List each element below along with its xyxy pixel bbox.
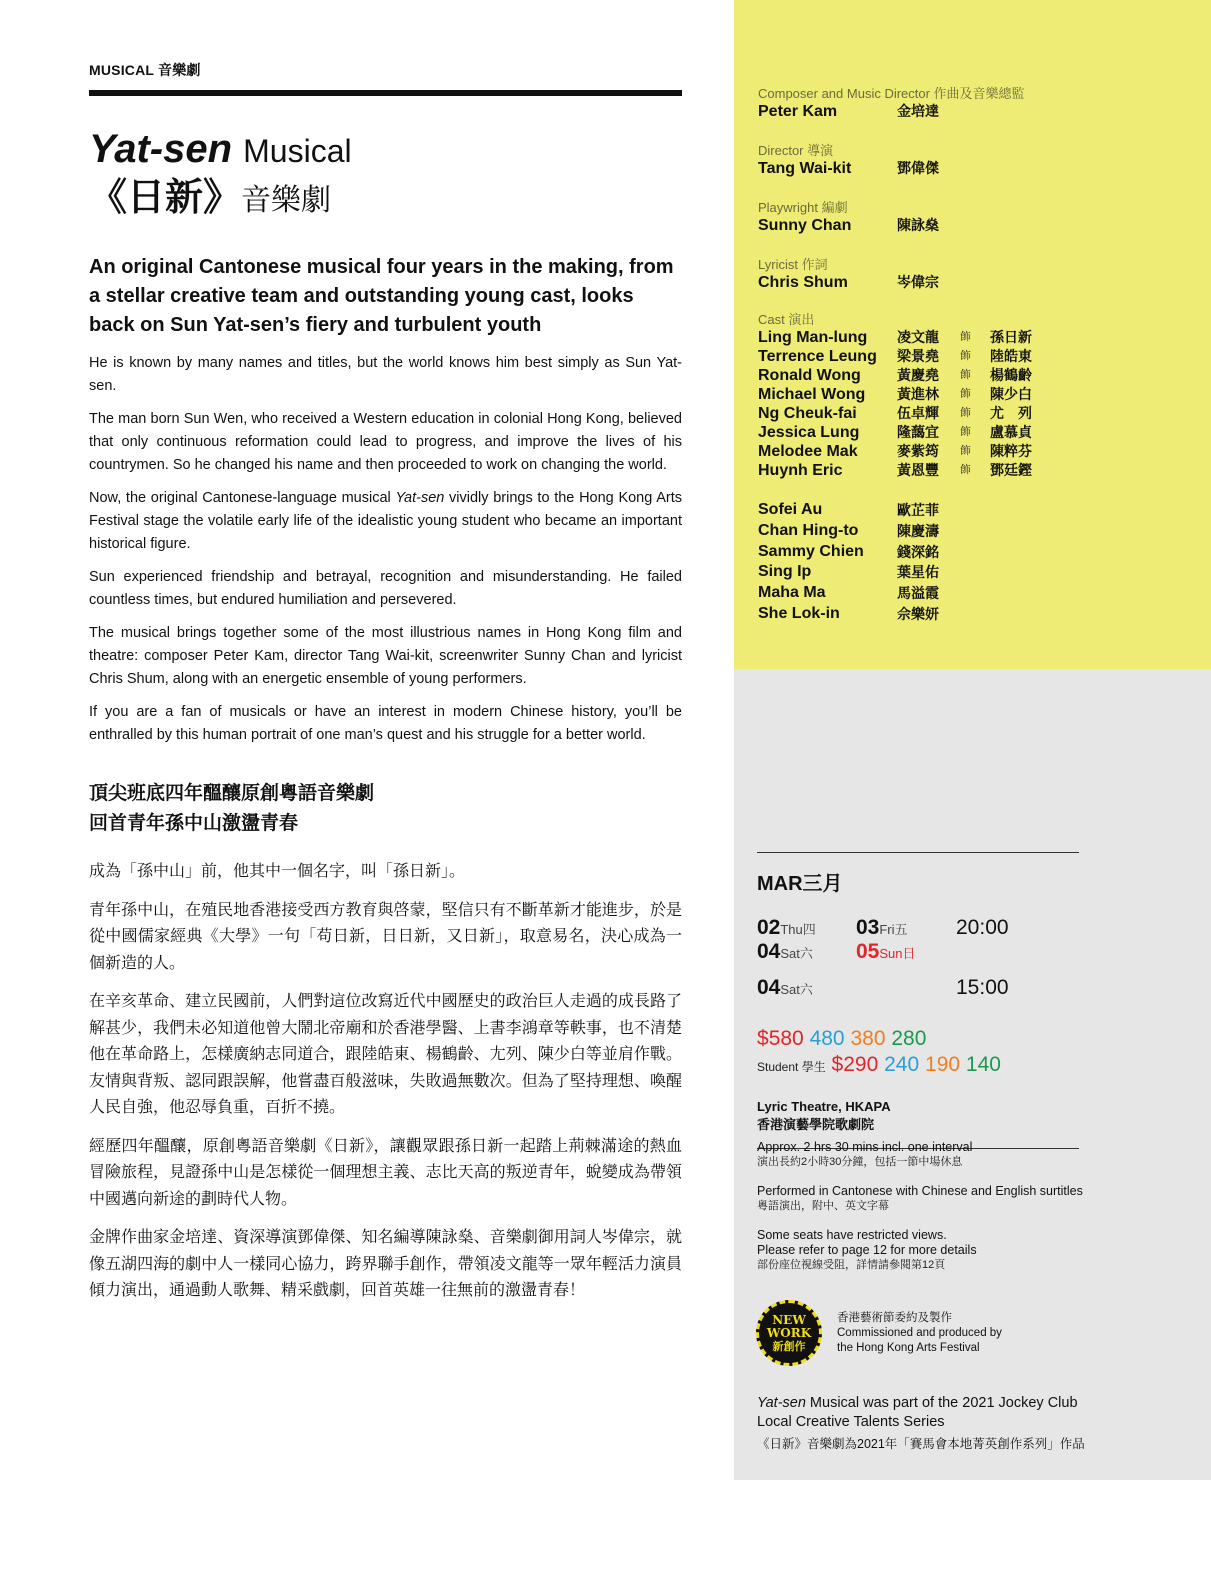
character-name: 鄧廷鏗 — [990, 462, 1032, 478]
ensemble-row — [758, 542, 939, 563]
cast-name-zh: 隆藹宜 — [897, 424, 939, 440]
cast-name-zh: 凌文龍 — [897, 329, 939, 345]
title-en-italic: Yat-sen — [89, 127, 233, 171]
paragraph-en-3-title: Yat-sen — [395, 490, 445, 506]
note-seats-en-1: Some seats have restricted views. — [757, 1228, 947, 1242]
ensemble-row — [758, 604, 939, 625]
lead-zh-line-2: 回首青年孫中山激盪青春 — [89, 813, 299, 834]
character-name: 陳粹芬 — [990, 443, 1032, 459]
article — [89, 60, 682, 1305]
cast-name-en: Huynh Eric — [758, 462, 843, 479]
date-number: 05 — [856, 940, 880, 963]
section-tag: MUSICAL 音樂劇 — [89, 62, 201, 78]
new-work-badge — [756, 1300, 1002, 1366]
ensemble-name-en: Sofei Au — [758, 501, 823, 518]
credit-composer — [758, 86, 1025, 121]
paragraph-en-5: The musical brings together some of the most illustrious names in Hong Kong film and theatre: composer Peter Kam, director Tang Wai-kit, screenwriter Sunny Chan and lyricist Chris Shum, along with an energetic ensemble of young performers. — [89, 625, 682, 687]
credit-lyricist — [758, 257, 939, 292]
note-language — [757, 1184, 1087, 1214]
date-weekday: Thu四 — [780, 922, 816, 937]
badge-line-1: NEW — [772, 1312, 806, 1327]
date-item — [757, 916, 816, 940]
badge-text — [837, 1311, 1002, 1356]
prices-student — [757, 1052, 1079, 1080]
note-language-zh: 粵語演出，附中、英文字幕 — [757, 1200, 889, 1212]
student-price-4: 140 — [965, 1053, 1001, 1076]
date-weekday: Fri五 — [879, 922, 908, 937]
cast-row — [758, 423, 1032, 442]
lead-zh-line-1: 頂尖班底四年醞釀原創粵語音樂劇 — [89, 783, 375, 804]
schedule-top-rule — [757, 852, 1079, 853]
student-price-1: 290 — [843, 1053, 879, 1076]
badge-line-2: WORK — [766, 1325, 812, 1340]
price-4: 280 — [891, 1027, 927, 1050]
as-label: 飾 — [960, 445, 971, 457]
badge-line-3: 新創作 — [772, 1339, 806, 1353]
note-seats-zh: 部份座位視線受阻，詳情請參閱第12頁 — [757, 1259, 946, 1271]
credit-director — [758, 143, 939, 178]
character-name: 陳少白 — [990, 386, 1032, 402]
notes — [757, 1140, 1087, 1287]
title-zh-regular: 音樂劇 — [241, 184, 332, 217]
character-name: 楊鶴齡 — [990, 367, 1032, 383]
as-label: 飾 — [960, 369, 971, 381]
currency-symbol: $ — [831, 1053, 844, 1076]
date-item — [757, 976, 813, 1000]
note-duration — [757, 1140, 1087, 1170]
paragraph-en-3-b: vividly brings to the Hong Kong Arts Festival stage the volatile early life of the idealistic young student who became an important historical figure. — [89, 490, 682, 552]
as-label: 飾 — [960, 388, 971, 400]
time-matinee: 15:00 — [956, 976, 1009, 999]
date-number: 03 — [856, 916, 880, 939]
as-label: 飾 — [960, 464, 971, 476]
paragraph-en-4: Sun experienced friendship and betrayal, recognition and misunderstanding. He failed countless times, but endured humiliation and persevered. — [89, 569, 682, 608]
paragraph-en-2: The man born Sun Wen, who received a Western education in colonial Hong Kong, believed that only continuous reformation could lead to progress, and improve the lives of his countrymen. So he changed his name and then proceeded to work on changing the world. — [89, 411, 682, 473]
venue — [757, 1098, 1079, 1134]
paragraph-en-3-a: Now, the original Cantonese-language musical — [89, 490, 396, 506]
price-1: 580 — [768, 1027, 804, 1050]
ensemble-row — [758, 583, 939, 604]
ensemble-name-en: Sammy Chien — [758, 542, 864, 560]
credit-name-zh: 鄧偉傑 — [897, 160, 939, 176]
cast-list — [758, 312, 1032, 480]
time-evening: 20:00 — [956, 916, 1009, 939]
note-language-en: Performed in Cantonese with Chinese and English surtitles — [757, 1184, 1083, 1198]
credit-role: Director 導演 — [758, 143, 834, 158]
ensemble-row — [758, 562, 939, 583]
character-name: 盧慕貞 — [990, 424, 1032, 440]
ensemble-name-zh: 錢深銘 — [897, 543, 939, 560]
credit-name-en: Sunny Chan — [758, 217, 852, 234]
cast-name-en: Melodee Mak — [758, 443, 858, 460]
as-label: 飾 — [960, 350, 971, 362]
credit-role: Lyricist 作詞 — [758, 257, 828, 272]
series-note-en — [757, 1394, 1087, 1432]
credit-name-en: Peter Kam — [758, 103, 838, 120]
student-label: Student 學生 — [757, 1060, 826, 1074]
ensemble-name-zh: 陳慶濤 — [897, 522, 939, 539]
cast-name-en: Ling Man-lung — [758, 329, 868, 346]
date-number: 02 — [757, 916, 781, 939]
credit-name-en: Tang Wai-kit — [758, 160, 852, 177]
cast-row — [758, 461, 1032, 480]
cast-row — [758, 442, 1032, 461]
schedule-month: MAR三月 — [757, 873, 843, 895]
cast-name-zh: 伍卓輝 — [897, 405, 939, 421]
cast-name-zh: 黃慶堯 — [897, 367, 939, 383]
cast-row — [758, 366, 1032, 385]
student-price-3: 190 — [925, 1053, 961, 1076]
section-rule — [89, 90, 682, 96]
character-name: 尤 列 — [990, 405, 1032, 421]
paragraph-zh-2: 青年孫中山，在殖民地香港接受西方教育與啓蒙，堅信只有不斷革新才能進步，於是從中國儒家經典《大學》一句「苟日新，日日新，又日新」，取意易名，決心成為一個新造的人。 — [89, 901, 682, 972]
cast-name-zh: 黃恩豐 — [897, 462, 939, 478]
credit-name-en: Chris Shum — [758, 274, 848, 291]
date-weekday: Sat六 — [780, 982, 813, 997]
cast-name-en: Terrence Leung — [758, 348, 877, 365]
paragraph-zh-1: 成為「孫中山」前，他其中一個名字，叫「孫日新」。 — [89, 863, 466, 880]
credit-playwright — [758, 200, 939, 235]
body-zh — [89, 859, 682, 1305]
ensemble-name-zh: 佘樂妍 — [897, 605, 939, 622]
title-zh-bold: 《日新》 — [89, 177, 242, 219]
lead-en: An original Cantonese musical four years in the making, from a stellar creative team and outstanding young cast, looks back on Sun Yat-sen’s fiery and turbulent youth — [89, 256, 674, 336]
title-en-regular: Musical — [243, 133, 352, 169]
ensemble-name-zh: 葉星佑 — [897, 564, 939, 581]
date-weekday: Sat六 — [780, 946, 813, 961]
note-seats — [757, 1228, 1087, 1273]
note-seats-en-2: Please refer to page 12 for more details — [757, 1243, 977, 1257]
currency-symbol: $ — [757, 1027, 769, 1050]
credit-name-zh: 陳詠燊 — [897, 217, 939, 233]
date-number: 04 — [757, 976, 781, 999]
date-weekday: Sun日 — [879, 946, 916, 961]
title-zh — [89, 174, 682, 225]
cast-row — [758, 385, 1032, 404]
series-note-zh: 《日新》音樂劇為2021年「賽馬會本地菁英創作系列」作品 — [757, 1437, 1085, 1451]
date-item-sunday — [856, 940, 916, 964]
paragraph-zh-4: 經歷四年醞釀，原創粵語音樂劇《日新》，讓觀眾跟孫日新一起踏上荊棘滿途的熱血冒險旅程，見證孫中山是怎樣從一個理想主義、志比天高的叛逆青年，蛻變成為帶領中國邁向新途的劃時代人物。 — [89, 1137, 682, 1208]
character-name: 孫日新 — [990, 329, 1032, 345]
cast-name-zh: 麥紫筠 — [897, 443, 939, 459]
as-label: 飾 — [960, 331, 971, 343]
series-note-rest: Musical was part of the 2021 Jockey Club Local Creative Talents Series — [757, 1395, 1078, 1430]
prices-standard — [757, 1026, 1079, 1052]
character-name: 陸皓東 — [990, 348, 1032, 364]
ensemble-name-zh: 馬溢霞 — [897, 585, 939, 602]
schedule-box — [757, 852, 1079, 1149]
cast-name-en: Ronald Wong — [758, 367, 861, 384]
cast-label: Cast 演出 — [758, 312, 815, 327]
lead-zh — [89, 779, 682, 839]
credit-role: Composer and Music Director 作曲及音樂總監 — [758, 86, 1025, 101]
student-price-2: 240 — [884, 1053, 920, 1076]
ensemble-name-en: She Lok-in — [758, 604, 840, 622]
date-item — [856, 916, 908, 940]
as-label: 飾 — [960, 426, 971, 438]
cast-row — [758, 404, 1032, 423]
paragraph-en-3 — [89, 487, 682, 556]
cast-name-en: Jessica Lung — [758, 424, 860, 441]
series-note-title: Yat-sen — [757, 1395, 806, 1411]
credit-role: Playwright 編劇 — [758, 200, 848, 215]
as-label: 飾 — [960, 407, 971, 419]
cast-name-zh: 黃進林 — [897, 386, 939, 402]
ensemble-name-en: Maha Ma — [758, 584, 826, 602]
price-3: 380 — [850, 1027, 886, 1050]
ensemble-row — [758, 521, 939, 542]
cast-name-en: Ng Cheuk-fai — [758, 405, 857, 422]
body-en — [89, 352, 682, 747]
ensemble-row — [758, 500, 939, 521]
note-duration-zh: 演出長約2小時30分鐘，包括一節中場休息 — [757, 1156, 963, 1168]
cast-name-zh: 梁景堯 — [897, 348, 939, 364]
title-en — [89, 126, 682, 174]
new-work-logo-icon — [756, 1300, 822, 1366]
ensemble-name-en: Chan Hing-to — [758, 521, 859, 539]
venue-zh: 香港演藝學院歌劇院 — [757, 1117, 875, 1132]
schedule-dates — [757, 896, 1079, 1026]
series-note — [757, 1394, 1087, 1454]
cast-name-en: Michael Wong — [758, 386, 866, 403]
badge-text-zh: 香港藝術節委約及製作 — [837, 1311, 952, 1324]
credit-name-zh: 岑偉宗 — [897, 274, 939, 290]
credit-name-zh: 金培達 — [897, 103, 939, 119]
paragraph-zh-3: 在辛亥革命、建立民國前，人們對這位改寫近代中國歷史的政治巨人走過的成長路了解甚少，我們未必知道他曾大鬧北帝廟和於香港學醫、上書李鴻章等軼事，也不清楚他在革命路上，怎樣廣納志同道合，跟陸皓東、楊鶴齡、尢列、陳少白等並肩作戰。友情與背叛、認同跟誤解，他嘗盡百般滋味，失敗過無數次。但為了堅持理想、喚醒人民自強，他忍辱負重，百折不撓。 — [89, 993, 682, 1116]
badge-text-en-1: Commissioned and produced by — [837, 1326, 1002, 1339]
paragraph-zh-5: 金牌作曲家金培達、資深導演鄧偉傑、知名編導陳詠燊、音樂劇御用詞人岑偉宗，就像五湖四海的劇中人一樣同心協力，跨界聯手創作，帶領凌文龍等一眾年輕活力演員傾力演出，通過動人歌舞、精采戲劇，回首英雄一往無前的激盪青春！ — [89, 1229, 682, 1299]
venue-en: Lyric Theatre, HKAPA — [757, 1099, 891, 1114]
paragraph-en-1: He is known by many names and titles, but the world knows him best simply as Sun Yat-sen. — [89, 355, 682, 394]
cast-row — [758, 328, 1032, 347]
ensemble-name-en: Sing Ip — [758, 563, 812, 581]
note-duration-en: Approx. 2 hrs 30 mins incl. one interval — [757, 1140, 973, 1154]
date-number: 04 — [757, 940, 781, 963]
ensemble-list — [758, 500, 939, 625]
date-item — [757, 940, 813, 964]
price-2: 480 — [809, 1027, 845, 1050]
cast-row — [758, 347, 1032, 366]
ensemble-name-zh: 歐芷菲 — [897, 502, 939, 518]
badge-text-en-2: the Hong Kong Arts Festival — [837, 1341, 980, 1354]
paragraph-en-6: If you are a fan of musicals or have an interest in modern Chinese history, you’ll be enthralled by this human portrait of one man’s quest and his struggle for a better world. — [89, 704, 682, 743]
